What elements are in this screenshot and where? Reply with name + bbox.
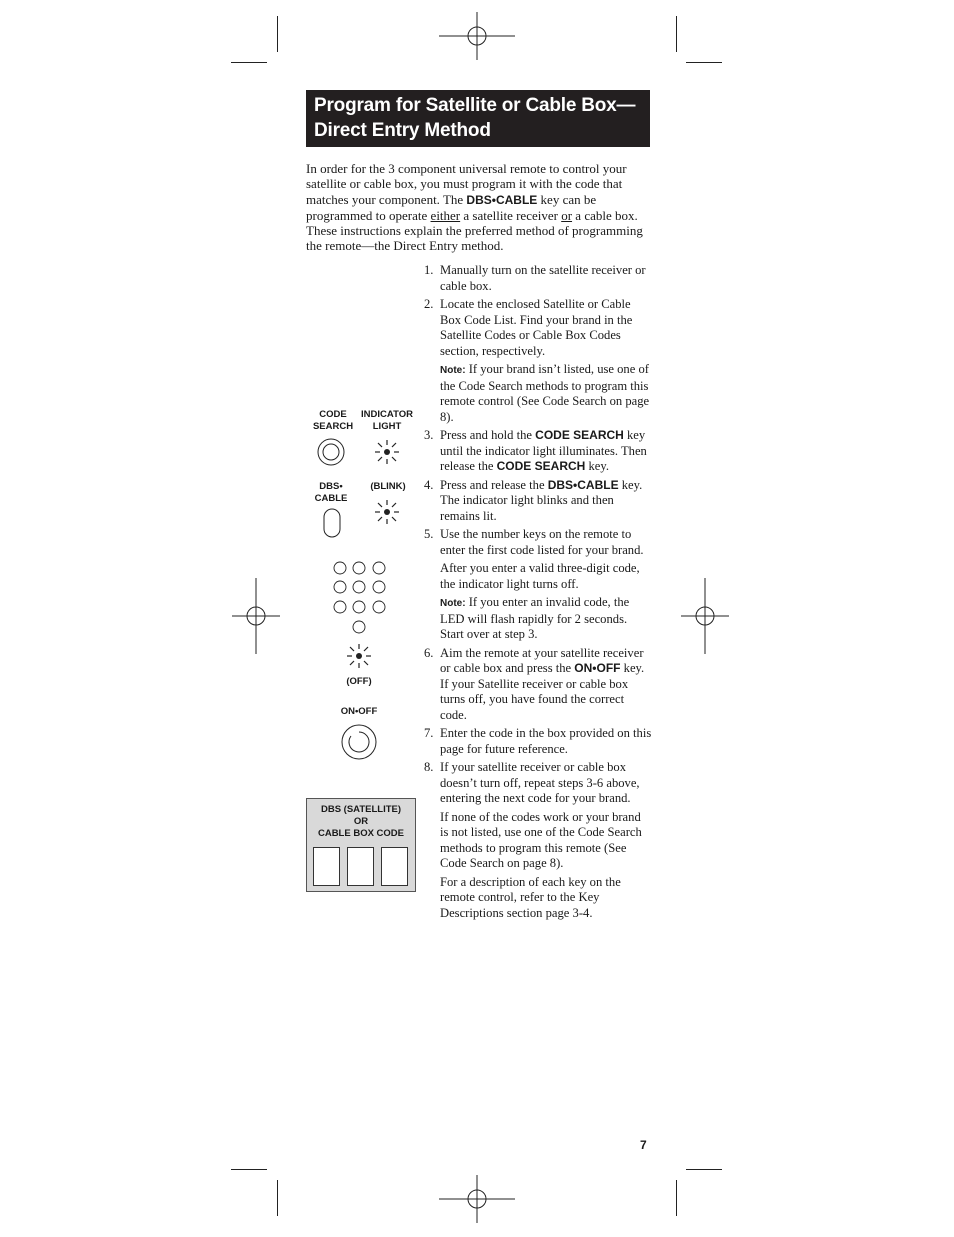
title-line-1: Program for Satellite or Cable Box—: [314, 95, 636, 116]
step-extra: After you enter a valid three-digit code, the indicator light turns off.: [440, 561, 640, 591]
steps-list: [420, 263, 652, 924]
off-label: (OFF): [346, 676, 372, 687]
crop-mark: [676, 16, 677, 52]
step-4: [420, 478, 652, 525]
crop-mark: [231, 62, 267, 63]
code-digit-cell[interactable]: [313, 847, 340, 886]
registration-mark-icon: [667, 578, 743, 654]
crop-mark: [676, 1180, 677, 1216]
step-number: 6.: [424, 645, 434, 660]
step-number: 8.: [424, 760, 434, 774]
intro-text: a satellite receiver: [460, 207, 562, 223]
step-number: 1.: [424, 263, 434, 277]
note-text: If you enter an invalid code, the LED will flash rapidly for 2 seconds. Start over at step 3.: [440, 595, 630, 641]
button-circle-icon: [316, 437, 346, 467]
step-7: [420, 726, 652, 757]
step-6: [420, 646, 652, 724]
step-text-part: Press and release the: [440, 477, 548, 492]
step-text: [440, 646, 652, 724]
step-text: Enter the code in the box provided on this page for future reference.: [440, 726, 652, 756]
code-digit-cell[interactable]: [381, 847, 408, 886]
step-text: Use the number keys on the remote to enter the first code listed for your brand.: [440, 527, 644, 557]
step-text: If your satellite receiver or cable box doesn’t turn off, repeat steps 3-6 above, entering the next code for your brand.: [440, 760, 640, 805]
indicator-light-icon: [374, 499, 400, 525]
step-text: Locate the enclosed Satellite or Cable Box Code List. Find your brand in the Satellite Codes or Cable Box Codes section, respectively.: [440, 297, 633, 358]
indicator-light-icon: [346, 643, 372, 669]
intro-text: key can be programmed to operate: [306, 191, 597, 223]
code-box-header: DBS (SATELLITE) OR CABLE BOX CODE: [317, 804, 405, 839]
crop-mark: [686, 62, 722, 63]
code-digit-cell[interactable]: [347, 847, 374, 886]
step-note: [440, 362, 652, 425]
key-name: CODE SEARCH: [535, 428, 624, 442]
key-name: CODE SEARCH: [496, 459, 586, 473]
emphasis-or: or: [561, 207, 573, 223]
blink-label: (BLINK): [370, 481, 406, 492]
registration-mark-icon: [439, 0, 515, 74]
step-note: [440, 595, 652, 643]
step-extra: If none of the codes work or your brand is not listed, use one of the Code Search methods to program this remote (See Code Search on page 8).: [440, 809, 642, 870]
step-number: 7.: [424, 726, 434, 740]
key-name: DBS•CABLE: [466, 192, 538, 207]
crop-mark: [686, 1169, 722, 1170]
indicator-light-label: INDICATOR LIGHT: [361, 409, 413, 432]
step-text: [440, 428, 652, 475]
step-text-part: key until the indicator light illuminates. Then release the: [440, 428, 647, 473]
note-text: If your brand isn’t listed, use one of the Code Search methods to program this remote control (See Code Search on page 8).: [440, 362, 650, 424]
note-label: Note:: [440, 365, 466, 376]
registration-mark-icon: [439, 1161, 515, 1237]
step-3: [420, 428, 652, 475]
intro-text: a cable box. These instructions explain the preferred method of programming the remote—the Direct Entry method.: [306, 207, 643, 254]
step-8: [420, 760, 652, 921]
step-2: [420, 297, 652, 425]
step-text-part: key. If your Satellite receiver or cable box turns off, you have found the correct code.: [440, 661, 645, 722]
code-search-label: CODE SEARCH: [312, 409, 354, 432]
intro-text: In order for the 3 component universal remote to control your satellite or cable box, you must program it with the code that matches your component. The: [306, 161, 627, 207]
step-number: 5.: [424, 527, 434, 541]
indicator-light-icon: [374, 439, 400, 465]
crop-mark: [277, 16, 278, 52]
step-number: 3.: [424, 428, 434, 442]
dbs-cable-label: DBS• CABLE: [314, 481, 348, 504]
step-text-part: key.: [585, 459, 609, 473]
intro-paragraph: [306, 161, 651, 254]
on-off-label: ON•OFF: [340, 706, 378, 717]
page-number: 7: [640, 1138, 647, 1152]
step-1: [420, 263, 652, 294]
step-text-part: Aim the remote at your satellite receiver or cable box and press the: [440, 645, 644, 675]
crop-mark: [277, 1180, 278, 1216]
step-text: Manually turn on the satellite receiver or cable box.: [440, 263, 646, 293]
step-text-part: Press and hold the: [440, 428, 536, 442]
step-number: 4.: [424, 477, 434, 492]
power-button-icon: [340, 723, 378, 761]
number-keypad-icon: [330, 560, 390, 636]
step-number: 2.: [424, 297, 434, 311]
emphasis-either: either: [430, 207, 461, 223]
crop-mark: [231, 1169, 267, 1170]
page-title: [306, 90, 650, 147]
oval-key-icon: [322, 507, 342, 539]
note-label: Note:: [440, 598, 466, 609]
step-extra: For a description of each key on the remote control, refer to the Key Descriptions section page 3-4.: [440, 874, 621, 920]
code-entry-box: [306, 798, 416, 892]
step-text: [440, 478, 652, 525]
key-name: ON•OFF: [574, 661, 621, 675]
registration-mark-icon: [218, 578, 294, 654]
step-text-part: key. The indicator light blinks and then remains lit.: [440, 477, 643, 523]
key-name: DBS•CABLE: [547, 477, 619, 492]
title-line-2: Direct Entry Method: [314, 120, 491, 141]
step-5: [420, 527, 652, 643]
